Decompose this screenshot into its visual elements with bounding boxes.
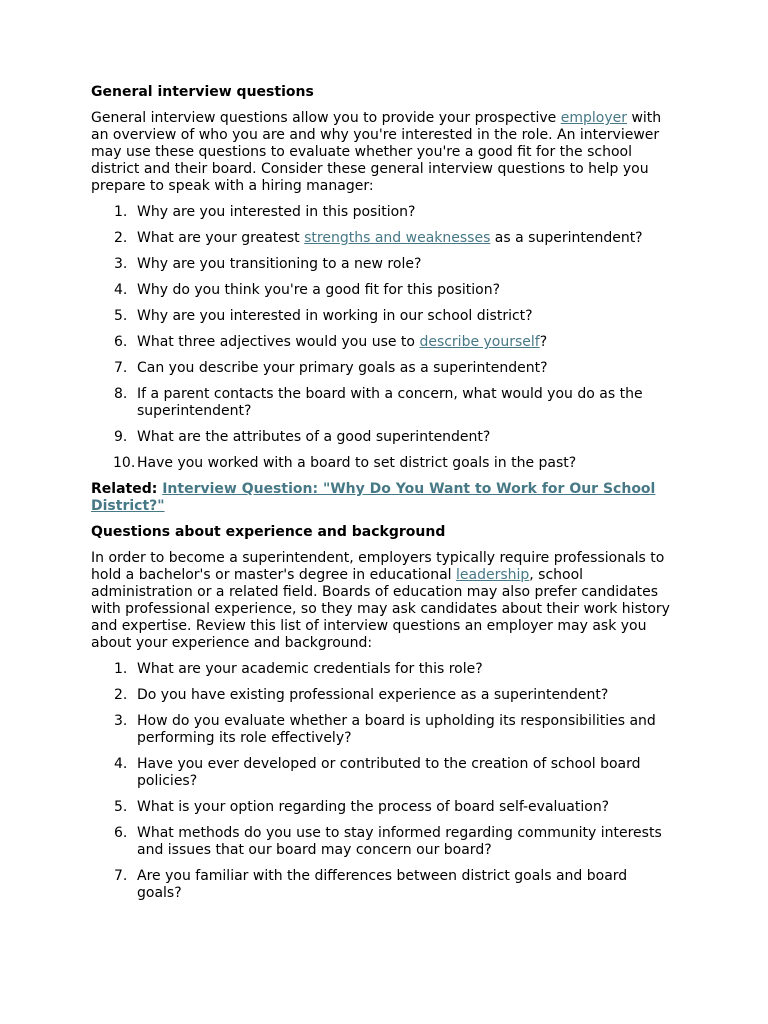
related-label: Related: bbox=[91, 481, 163, 497]
list-item: 10. Have you worked with a board to set district goals in the past? bbox=[113, 455, 577, 471]
list-item: 8. If a parent contacts the board with a concern, what would you do as the superintendent? bbox=[114, 386, 643, 419]
list-item: 4. Why do you think you're a good fit for this position? bbox=[114, 282, 501, 298]
list-item: 6. What methods do you use to stay informed regarding community interests and issues that our board may concern our board? bbox=[114, 825, 662, 858]
section-heading-experience: Questions about experience and background bbox=[91, 524, 446, 540]
leadership-link[interactable]: leadership bbox=[456, 567, 530, 583]
list-item: 7. Can you describe your primary goals as a superintendent? bbox=[114, 360, 548, 376]
experience-questions-list bbox=[91, 661, 676, 902]
document-content bbox=[91, 84, 676, 911]
list-item: 6. What three adjectives would you use to describe yourself? bbox=[114, 334, 548, 350]
strengths-weaknesses-link[interactable]: strengths and weaknesses bbox=[304, 230, 491, 246]
list-item: 5. What is your option regarding the process of board self-evaluation? bbox=[114, 799, 610, 815]
list-item: 7. Are you familiar with the differences between district goals and board goals? bbox=[114, 868, 628, 901]
list-item: 2. What are your greatest strengths and weaknesses as a superintendent? bbox=[114, 230, 643, 246]
list-item: 3. How do you evaluate whether a board is upholding its responsibilities and performing its role effectively? bbox=[114, 713, 656, 746]
list-item: 4. Have you ever developed or contributed to the creation of school board policies? bbox=[114, 756, 641, 789]
general-intro-paragraph: General interview questions allow you to provide your prospective employer with an overview of who you are and why you're interested in the role. An interviewer may use these questions to evaluate whether you're a good fit for the school district and their board. Consider these general interview questions to help you prepare to speak with a hiring manager: bbox=[91, 110, 662, 194]
describe-yourself-link[interactable]: describe yourself bbox=[419, 334, 540, 350]
list-item: 9. What are the attributes of a good superintendent? bbox=[114, 429, 491, 445]
list-item: 5. Why are you interested in working in our school district? bbox=[114, 308, 533, 324]
general-questions-list bbox=[91, 204, 676, 472]
section-heading-general: General interview questions bbox=[91, 84, 314, 100]
list-item: 1. What are your academic credentials for this role? bbox=[114, 661, 483, 677]
experience-intro-paragraph: In order to become a superintendent, employers typically require professionals to hold a bachelor's or master's degree in educational leadership, school administration or a related field. Boards of education may also prefer candidates with professional experience, so they may ask candidates about their work history and expertise. Review this list of interview questions an employer may ask you about your experience and background: bbox=[91, 550, 670, 651]
list-item: 2. Do you have existing professional experience as a superintendent? bbox=[114, 687, 609, 703]
employer-link[interactable]: employer bbox=[560, 110, 627, 126]
list-item: 1. Why are you interested in this position? bbox=[114, 204, 416, 220]
related-article-link[interactable]: Interview Question: "Why Do You Want to Work for Our School District?" bbox=[91, 481, 656, 514]
list-item: 3. Why are you transitioning to a new role? bbox=[114, 256, 422, 272]
related-link-paragraph bbox=[91, 481, 676, 515]
